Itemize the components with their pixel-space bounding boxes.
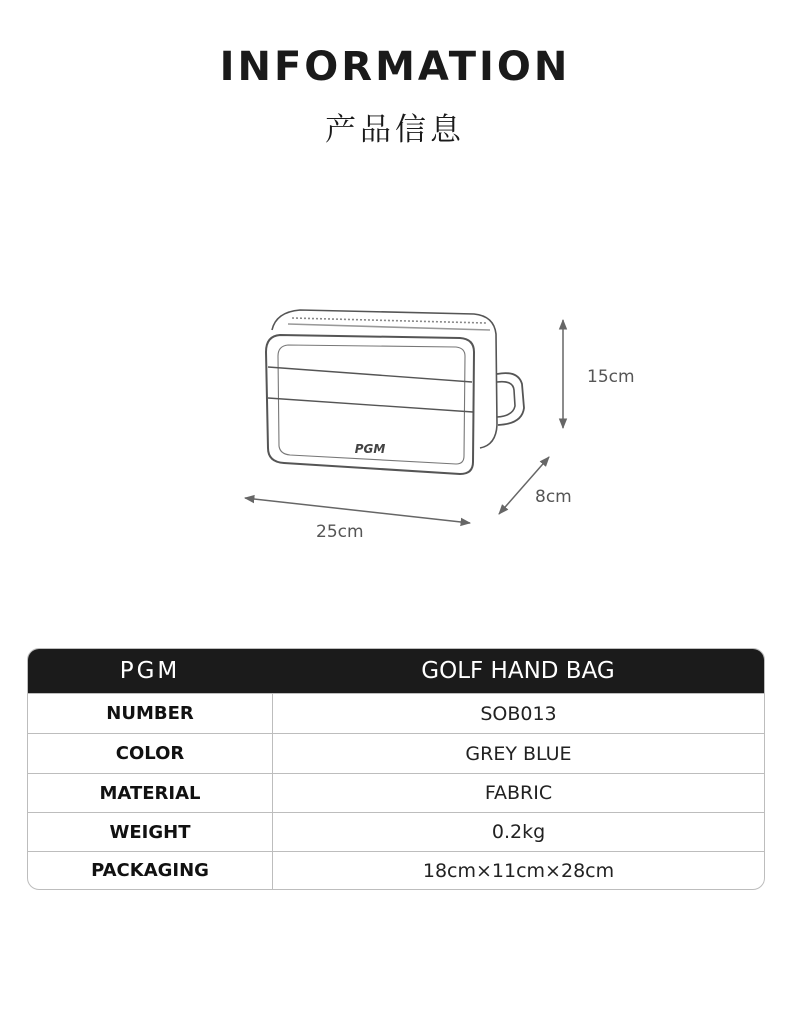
width-label: 25cm — [316, 522, 364, 542]
spec-table — [27, 648, 765, 890]
row-value: FABRIC — [484, 782, 553, 804]
table-row — [28, 693, 764, 733]
bag-outline — [266, 310, 524, 474]
table-row — [28, 812, 764, 851]
row-value: SOB013 — [480, 702, 557, 725]
bag-logo: PGM — [354, 442, 386, 456]
width-dimension — [245, 498, 470, 542]
bag-dimension-drawing — [0, 290, 790, 560]
row-label: COLOR — [28, 734, 273, 773]
table-row — [28, 851, 764, 889]
row-value: GREY BLUE — [465, 742, 572, 765]
height-dimension — [563, 320, 635, 428]
depth-label: 8cm — [535, 487, 572, 507]
product-name: GOLF HAND BAG — [421, 658, 615, 684]
row-label: MATERIAL — [28, 774, 273, 812]
page-subtitle: 产品信息 — [325, 112, 465, 148]
row-label: WEIGHT — [28, 813, 273, 851]
row-label: PACKAGING — [28, 852, 273, 889]
spec-table-header — [28, 649, 764, 693]
table-row — [28, 773, 764, 812]
table-row — [28, 733, 764, 773]
brand-name: PGM — [119, 658, 181, 684]
row-value: 0.2kg — [491, 821, 546, 843]
page-title: INFORMATION — [219, 44, 571, 90]
height-label: 15cm — [587, 367, 635, 387]
row-value: 18cm×11cm×28cm — [422, 859, 615, 882]
row-label: NUMBER — [28, 694, 273, 733]
depth-dimension — [499, 457, 572, 514]
